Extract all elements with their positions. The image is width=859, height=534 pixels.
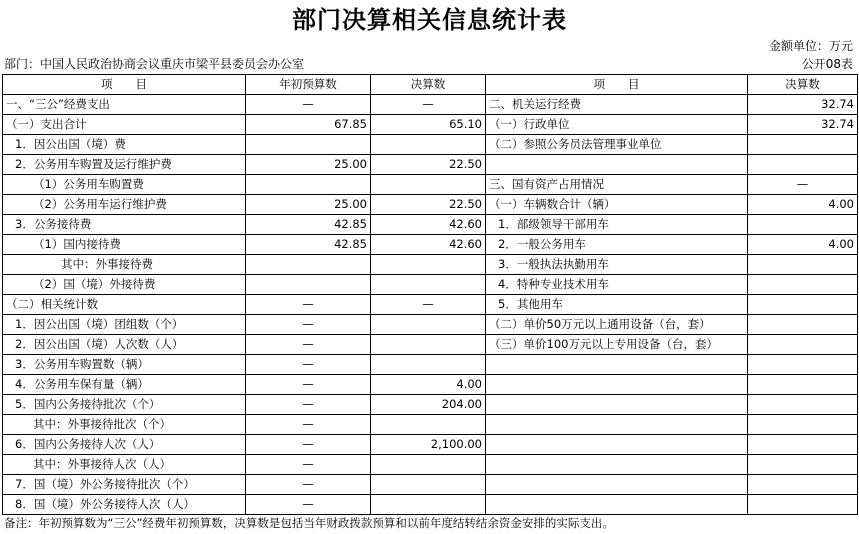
right-item: 2．一般公务用车: [486, 235, 748, 255]
right-final-value: 32.74: [748, 115, 858, 135]
table-row: [3, 415, 858, 435]
budget-value: —: [246, 435, 371, 455]
right-final-value: [748, 355, 858, 375]
right-final-value: [748, 435, 858, 455]
left-item: 其中：外事接待批次（个）: [3, 415, 246, 435]
right-final-value: [748, 395, 858, 415]
left-item: 其中：外事接待费: [3, 255, 246, 275]
table-row: [3, 475, 858, 495]
right-item: 1．部级领导干部用车: [486, 215, 748, 235]
table-row: [3, 495, 858, 515]
right-final-value: 4.00: [748, 195, 858, 215]
table-row: [3, 375, 858, 395]
right-item: 二、机关运行经费: [486, 95, 748, 115]
left-item: （1）国内接待费: [3, 235, 246, 255]
budget-value: 25.00: [246, 195, 371, 215]
right-item: [486, 495, 748, 515]
right-item: 三、国有资产占用情况: [486, 175, 748, 195]
table-row: [3, 95, 858, 115]
right-item: 4．特种专业技术用车: [486, 275, 748, 295]
budget-value: —: [246, 355, 371, 375]
left-item: （1）公务用车购置费: [3, 175, 246, 195]
right-final-value: [748, 455, 858, 475]
right-final-value: [748, 335, 858, 355]
budget-value: 42.85: [246, 235, 371, 255]
final-value: 65.10: [371, 115, 486, 135]
table-row: [3, 115, 858, 135]
right-final-value: [748, 255, 858, 275]
final-value: 22.50: [371, 195, 486, 215]
table-row: [3, 455, 858, 475]
table-row: [3, 355, 858, 375]
final-value: [371, 495, 486, 515]
table-row: [3, 255, 858, 275]
left-item: （2）国（境）外接待费: [3, 275, 246, 295]
left-item: 7．国（境）外公务接待批次（个）: [3, 475, 246, 495]
right-final-value: [748, 475, 858, 495]
right-final-value: —: [748, 175, 858, 195]
right-item: [486, 455, 748, 475]
table-row: [3, 235, 858, 255]
table-row: [3, 195, 858, 215]
left-item: 6．国内公务接待人次（人）: [3, 435, 246, 455]
right-item: [486, 475, 748, 495]
right-item: [486, 415, 748, 435]
left-item: 2．公务用车购置及运行维护费: [3, 155, 246, 175]
table-row: [3, 275, 858, 295]
budget-value: 25.00: [246, 155, 371, 175]
budget-value: —: [246, 415, 371, 435]
final-value: 2,100.00: [371, 435, 486, 455]
table-row: [3, 335, 858, 355]
right-item: （二）单价50万元以上通用设备（台，套）: [486, 315, 748, 335]
final-value: [371, 275, 486, 295]
table-row: [3, 175, 858, 195]
final-value: —: [371, 295, 486, 315]
amount-unit: 金额单位：万元: [768, 39, 853, 53]
header-left-item: 项 目: [3, 75, 246, 95]
final-value: [371, 135, 486, 155]
right-item: [486, 395, 748, 415]
final-value: [371, 315, 486, 335]
table-row: [3, 155, 858, 175]
form-number: 公开08表: [801, 57, 853, 71]
budget-value: —: [246, 295, 371, 315]
final-value: [371, 175, 486, 195]
report-title: 部门决算相关信息统计表: [292, 6, 567, 34]
left-item: 8．国（境）外公务接待人次（人）: [3, 495, 246, 515]
right-item: [486, 375, 748, 395]
header-final: 决算数: [371, 75, 486, 95]
right-item: （一）行政单位: [486, 115, 748, 135]
budget-value: [246, 255, 371, 275]
final-value: 204.00: [371, 395, 486, 415]
right-item: [486, 435, 748, 455]
right-final-value: [748, 215, 858, 235]
right-item: 5．其他用车: [486, 295, 748, 315]
budget-value: —: [246, 335, 371, 355]
right-item: 3．一般执法执勤用车: [486, 255, 748, 275]
department-name: 部门：中国人民政治协商会议重庆市梁平县委员会办公室: [4, 57, 305, 71]
final-value: [371, 415, 486, 435]
left-item: 其中：外事接待人次（人）: [3, 455, 246, 475]
left-item: 5．国内公务接待批次（个）: [3, 395, 246, 415]
table-header-row: [3, 75, 858, 95]
table-row: [3, 295, 858, 315]
budget-value: —: [246, 315, 371, 335]
header-right-final: 决算数: [748, 75, 858, 95]
budget-value: 67.85: [246, 115, 371, 135]
right-item: [486, 355, 748, 375]
right-item: （三）单价100万元以上专用设备（台，套）: [486, 335, 748, 355]
left-item: （2）公务用车运行维护费: [3, 195, 246, 215]
left-item: 3．公务接待费: [3, 215, 246, 235]
right-final-value: [748, 495, 858, 515]
right-item: （二）参照公务员法管理事业单位: [486, 135, 748, 155]
right-final-value: [748, 135, 858, 155]
table-row: [3, 215, 858, 235]
budget-value: [246, 275, 371, 295]
table-row: [3, 135, 858, 155]
right-final-value: [748, 315, 858, 335]
right-final-value: 4.00: [748, 235, 858, 255]
table-row: [3, 435, 858, 455]
budget-value: [246, 175, 371, 195]
left-item: （二）相关统计数: [3, 295, 246, 315]
footnote: 备注：年初预算数为“三公”经费年初预算数，决算数是包括当年财政拨款预算和以前年度结转结余资金安排的实际支出。: [4, 516, 614, 530]
statistics-table: [2, 74, 858, 515]
final-value: [371, 335, 486, 355]
right-final-value: [748, 155, 858, 175]
final-value: [371, 475, 486, 495]
right-final-value: [748, 275, 858, 295]
final-value: 42.60: [371, 215, 486, 235]
budget-value: —: [246, 375, 371, 395]
budget-value: —: [246, 395, 371, 415]
left-item: 一、“三公”经费支出: [3, 95, 246, 115]
final-value: 22.50: [371, 155, 486, 175]
budget-value: [246, 135, 371, 155]
right-final-value: [748, 295, 858, 315]
final-value: 4.00: [371, 375, 486, 395]
left-item: 3．公务用车购置数（辆）: [3, 355, 246, 375]
budget-value: —: [246, 95, 371, 115]
budget-value: —: [246, 495, 371, 515]
left-item: 1．因公出国（境）费: [3, 135, 246, 155]
right-final-value: [748, 375, 858, 395]
budget-value: —: [246, 475, 371, 495]
final-value: [371, 355, 486, 375]
right-final-value: 32.74: [748, 95, 858, 115]
right-item: [486, 155, 748, 175]
left-item: 2．因公出国（境）人次数（人）: [3, 335, 246, 355]
left-item: 4．公务用车保有量（辆）: [3, 375, 246, 395]
table-row: [3, 315, 858, 335]
final-value: [371, 255, 486, 275]
budget-value: 42.85: [246, 215, 371, 235]
budget-value: —: [246, 455, 371, 475]
right-item: （一）车辆数合计（辆）: [486, 195, 748, 215]
final-value: 42.60: [371, 235, 486, 255]
table-row: [3, 395, 858, 415]
header-right-item: 项 目: [486, 75, 748, 95]
left-item: （一）支出合计: [3, 115, 246, 135]
final-value: [371, 455, 486, 475]
header-budget: 年初预算数: [246, 75, 371, 95]
final-value: —: [371, 95, 486, 115]
left-item: 1．因公出国（境）团组数（个）: [3, 315, 246, 335]
right-final-value: [748, 415, 858, 435]
